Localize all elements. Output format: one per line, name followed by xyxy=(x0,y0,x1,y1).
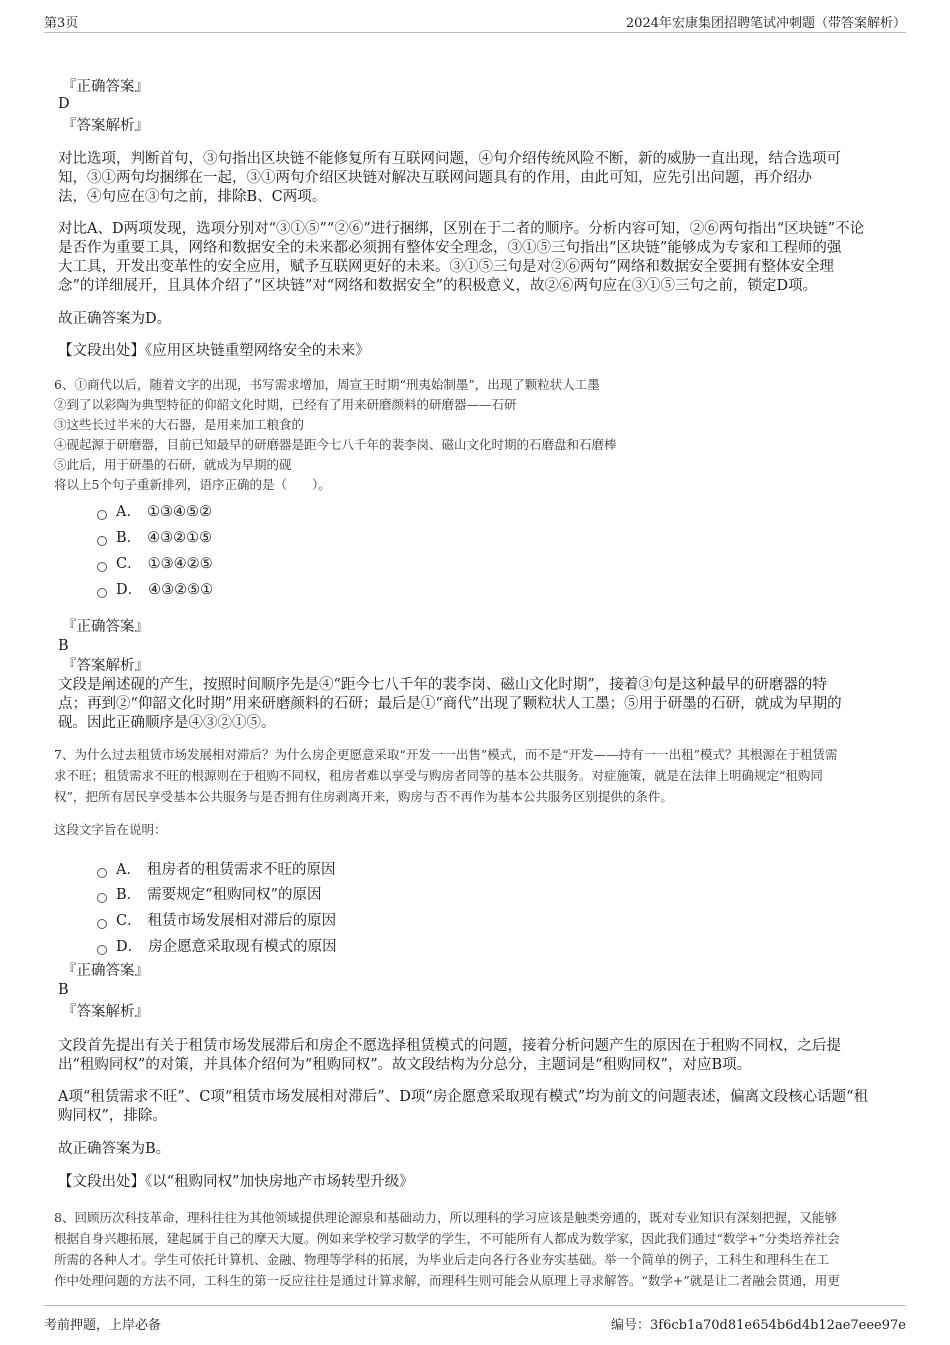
option-b[interactable] xyxy=(97,526,212,547)
radio-icon[interactable] xyxy=(97,562,107,572)
option-letter: B． xyxy=(116,887,142,903)
option-text: ①③④⑤② xyxy=(146,504,212,520)
question-stem-line: 所需的各种人才。学生可依托计算机、金融、物理等学科的拓展，为毕业后走向各行各业夯实基础。举一个简单的例子，工科生和理科生在工 xyxy=(54,1252,830,1267)
question-stem-line: 求不旺；租赁需求不旺的根源则在于租购不同权，租房者难以享受与购房者同等的基本公共服务。对症施策，就是在法律上明确规定“租购同 xyxy=(54,768,823,783)
analysis-line: 对比选项，判断首句，③句指出区块链不能修复所有互联网问题，④句介绍传统风险不断，新的威胁一直出现，结合选项可 xyxy=(58,151,841,167)
analysis-line: 大工具，开发出变革性的安全应用，赋予互联网更好的未来。③①⑤三句是对②⑥两句“网络和数据安全要拥有整体安全理 xyxy=(58,259,834,275)
option-a[interactable] xyxy=(97,500,212,521)
radio-icon[interactable] xyxy=(97,893,107,903)
analysis-line: 购同权”，排除。 xyxy=(58,1108,167,1124)
page-footer xyxy=(44,1305,906,1333)
analysis-line: 文段首先提出有关于租赁市场发展滞后和房企不愿选择租赁模式的问题，接着分析问题产生的原因在于租购不同权，之后提 xyxy=(58,1038,841,1054)
question-stem-line: ③这些长过半米的大石器，是用来加工粮食的 xyxy=(54,417,305,432)
analysis-label: 『答案解析』 xyxy=(62,118,149,134)
analysis-line: A项“租赁需求不旺”、C项“租赁市场发展相对滞后”、D项“房企愿意采取现有模式”均为前文的问题表述，偏离文段核心话题“租 xyxy=(58,1089,869,1105)
footer-slogan: 考前押题，上岸必备 xyxy=(44,1318,162,1333)
analysis-label: 『答案解析』 xyxy=(62,658,149,674)
question-stem-line: 8、回顾历次科技革命，理科往往为其他领域提供理论源泉和基础动力，所以理科的学习应该是触类旁通的，既对专业知识有深刻把握，又能够 xyxy=(54,1210,837,1225)
analysis-line: 文段是阐述砚的产生，按照时间顺序先是④“距今七八千年的裴李岗、磁山文化时期”，接着③句是这种最早的研磨器的特 xyxy=(58,677,827,693)
option-b[interactable] xyxy=(97,883,321,904)
analysis-line: 对比A、D两项发现，选项分别对“③①⑤”“②⑥”进行捆绑，区别在于二者的顺序。分析内容可知，②⑥两句指出“区块链”不论 xyxy=(58,221,865,237)
question-stem-line: 7、为什么过去租赁市场发展相对滞后？为什么房企更愿意采取“开发一一出售”模式，而不是“开发——持有一一出租”模式？其根源在于租赁需 xyxy=(54,747,838,762)
option-text: 需要规定“租购同权”的原因 xyxy=(147,887,322,903)
answer-label: 『正确答案』 xyxy=(62,79,149,95)
analysis-line: 出“租购同权”的对策，并具体介绍何为“租购同权”。故文段结构为分总分，主题词是“租购同权”，对应B项。 xyxy=(58,1057,752,1073)
radio-icon[interactable] xyxy=(97,868,107,878)
question-stem-line: ④砚起源于研磨器，目前已知最早的研磨器是距今七八千年的裴李岗、磁山文化时期的石磨盘和石磨棒 xyxy=(54,437,617,452)
option-a[interactable] xyxy=(97,858,335,879)
analysis-line: 法，④句应在③句之前，排除B、C两项。 xyxy=(58,189,327,205)
source-citation: 【文段出处】《应用区块链重塑网络安全的未来》 xyxy=(58,343,370,359)
conclusion: 故正确答案为B。 xyxy=(58,1141,171,1157)
analysis-line: 念”的详细展开，且具体介绍了“区块链”对“网络和数据安全”的积极意义，故②⑥两句应在③①⑤三句之前，锁定D项。 xyxy=(58,278,818,294)
document-code: 编号：3f6cb1a70d81e654b6d4b12ae7eee97e xyxy=(611,1318,906,1333)
analysis-line: 知，③①两句均捆绑在一起，③①两句介绍区块链对解决互联网问题具有的作用，由此可知，应先引出问题，再介绍办 xyxy=(58,170,812,186)
question-stem-line: 6、①商代以后，随着文字的出现，书写需求增加，周宣王时期“刑夷始制墨”，出现了颗粒状人工墨 xyxy=(54,377,600,392)
option-d[interactable] xyxy=(97,578,213,599)
option-letter: A． xyxy=(116,862,141,878)
option-d[interactable] xyxy=(97,935,337,956)
option-text: ④③②⑤① xyxy=(148,582,214,598)
option-c[interactable] xyxy=(97,909,336,930)
answer-value: B xyxy=(58,982,69,998)
option-text: ④③②①⑤ xyxy=(147,530,213,546)
option-letter: D． xyxy=(116,939,143,955)
option-letter: A． xyxy=(116,504,141,520)
answer-value: B xyxy=(58,638,69,654)
source-citation: 【文段出处】《以“租购同权”加快房地产市场转型升级》 xyxy=(58,1174,414,1190)
document-title: 2024年宏康集团招聘笔试冲刺题（带答案解析） xyxy=(625,16,906,31)
option-letter: D． xyxy=(116,582,143,598)
analysis-label: 『答案解析』 xyxy=(62,1004,149,1020)
page-number: 第3页 xyxy=(44,16,79,31)
answer-label: 『正确答案』 xyxy=(62,619,149,635)
radio-icon[interactable] xyxy=(97,919,107,929)
option-text: 租赁市场发展相对滞后的原因 xyxy=(147,913,337,929)
question-stem-line: 权”，把所有居民享受基本公共服务与是否拥有住房剥离开来，购房与否不再作为基本公共服务区别提供的条件。 xyxy=(54,789,673,804)
question-stem-line: 作中处理问题的方法不同，工科生的第一反应往往是通过计算求解，而理科生则可能会从原理上寻求解答。“数学+”就是让二者融会贯通，用更 xyxy=(54,1273,840,1288)
option-text: ①③④②⑤ xyxy=(147,556,213,572)
question-stem-line: ②到了以彩陶为典型特征的仰韶文化时期，已经有了用来研磨颜料的研磨器——石研 xyxy=(54,397,517,412)
option-letter: C． xyxy=(116,913,142,929)
analysis-line: 砚。因此正确顺序是④③②①⑤。 xyxy=(58,715,276,731)
question-stem-line: 根据自身兴趣拓展，建起属于自己的摩天大厦。例如来学校学习数学的学生，不可能所有人都成为数学家，因此我们通过“数学+”分类培养社会 xyxy=(54,1231,840,1246)
answer-value: D xyxy=(58,96,70,112)
question-stem-line: ⑤此后，用于研墨的石研，就成为早期的砚 xyxy=(54,457,292,472)
option-text: 租房者的租赁需求不旺的原因 xyxy=(146,862,336,878)
radio-icon[interactable] xyxy=(97,536,107,546)
radio-icon[interactable] xyxy=(97,510,107,520)
page-header xyxy=(44,10,906,33)
option-c[interactable] xyxy=(97,552,213,573)
question-prompt: 将以上5个句子重新排列，语序正确的是（ ）。 xyxy=(54,477,331,492)
radio-icon[interactable] xyxy=(97,945,107,955)
option-letter: C． xyxy=(116,556,142,572)
analysis-line: 点；再到②“仰韶文化时期”用来研磨颜料的石研；最后是①“商代”出现了颗粒状人工墨；⑤用于研墨的石研，就成为早期的 xyxy=(58,696,842,712)
analysis-line: 是否作为重要工具，网络和数据安全的未来都必须拥有整体安全理念，③①⑤三句指出“区块链”能够成为专家和工程师的强 xyxy=(58,240,842,256)
answer-label: 『正确答案』 xyxy=(62,963,149,979)
option-text: 房企愿意采取现有模式的原因 xyxy=(148,939,337,955)
question-prompt: 这段文字旨在说明： xyxy=(54,822,167,837)
option-letter: B． xyxy=(116,530,142,546)
conclusion: 故正确答案为D。 xyxy=(58,311,172,327)
radio-icon[interactable] xyxy=(97,588,107,598)
